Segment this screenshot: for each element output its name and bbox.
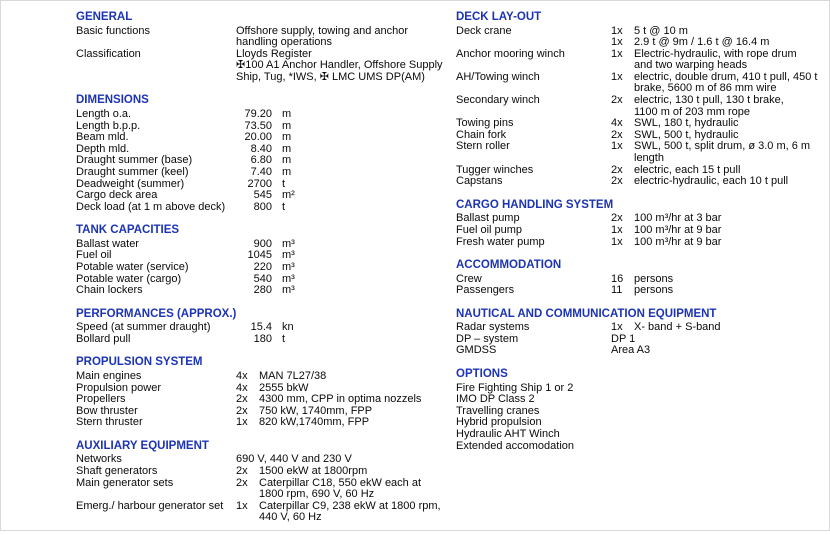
spec-quantity: 2x — [236, 476, 248, 489]
section-title: NAUTICAL AND COMMUNICATION EQUIPMENT — [456, 307, 717, 320]
spec-value-line: and two warping heads — [634, 59, 748, 72]
spec-value-line: electric, double drum, 410 t pull, 450 t — [634, 70, 818, 83]
spec-unit: m — [282, 107, 292, 120]
spec-value-line: Electric-hydraulic, with rope drum — [634, 47, 797, 60]
spec-row — [76, 26, 448, 49]
spec-quantity: 1x — [611, 70, 623, 83]
spec-value: 280 — [253, 284, 272, 297]
spec-label: Deck load (at 1 m above deck) — [76, 200, 226, 213]
spec-label: Draught summer (base) — [76, 154, 193, 167]
section-auxiliary — [76, 440, 448, 524]
spec-value: 800 — [253, 200, 272, 213]
spec-label: Fuel oil pump — [456, 223, 523, 236]
spec-row — [456, 285, 828, 297]
spec-value — [236, 49, 448, 84]
spec-value-line: 100 m³/hr at 9 bar — [634, 223, 722, 236]
option-item: Extended accomodation — [456, 439, 575, 452]
spec-value-line: electric, 130 t pull, 130 t brake, — [634, 94, 784, 107]
section-title: TANK CAPACITIES — [76, 224, 180, 237]
section-general — [76, 11, 448, 83]
spec-label: Fuel oil — [76, 249, 112, 262]
section-deck-layout — [456, 11, 828, 188]
option-item: Hydraulic AHT Winch — [456, 427, 560, 440]
spec-value-line: length — [634, 152, 664, 165]
spec-value-line: electric-hydraulic, each 10 t pull — [634, 175, 789, 188]
spec-value-line: SWL, 180 t, hydraulic — [634, 117, 739, 130]
spec-value — [634, 237, 828, 249]
spec-value — [259, 478, 448, 501]
spec-value-line: handling operations — [236, 36, 333, 49]
spec-value — [634, 141, 828, 164]
spec-unit: m — [282, 131, 292, 144]
spec-row — [76, 394, 448, 406]
spec-value-line: X- band + S-band — [634, 321, 721, 334]
spec-label: Capstans — [456, 175, 503, 188]
spec-row — [76, 262, 448, 274]
spec-value — [634, 95, 828, 118]
spec-value — [634, 37, 828, 49]
spec-label: Deck crane — [456, 24, 512, 37]
spec-value: 15.4 — [250, 321, 272, 334]
spec-label: GMDSS — [456, 344, 497, 357]
section-cargo-handling — [456, 199, 828, 248]
section-performances — [76, 308, 448, 346]
spec-label: DP – system — [456, 332, 519, 345]
spec-row — [76, 466, 448, 478]
spec-row — [76, 167, 448, 179]
spec-value-line: 440 V, 60 Hz — [259, 511, 322, 524]
spec-quantity: 2x — [611, 128, 623, 141]
spec-value-line: persons — [634, 272, 674, 285]
spec-value-line: Lloyds Register — [236, 47, 312, 60]
spec-row — [76, 109, 448, 121]
spec-row — [76, 334, 448, 346]
spec-quantity: 1x — [611, 235, 623, 248]
spec-row — [76, 190, 448, 202]
section-accommodation — [456, 259, 828, 297]
spec-row — [456, 141, 828, 164]
spec-quantity: 4x — [611, 117, 623, 130]
section-dimensions — [76, 94, 448, 213]
spec-quantity: 2x — [611, 212, 623, 225]
section-title: PROPULSION SYSTEM — [76, 356, 203, 369]
spec-unit: m³ — [282, 272, 295, 285]
spec-label: Anchor mooring winch — [456, 47, 565, 60]
spec-row — [456, 345, 828, 357]
spec-label: Fresh water pump — [456, 235, 545, 248]
spec-value-line: brake, 5600 m of 86 mm wire — [634, 82, 777, 95]
spec-quantity: 1x — [611, 36, 623, 49]
section-title: DECK LAY-OUT — [456, 11, 542, 23]
spec-quantity: 4x — [236, 369, 248, 382]
spec-value-line: 2.9 t @ 9m / 1.6 t @ 16.4 m — [634, 36, 770, 49]
spec-value-line: 100 m³/hr at 9 bar — [634, 235, 722, 248]
spec-value — [634, 322, 828, 334]
spec-value — [634, 285, 828, 297]
spec-label: Chain fork — [456, 128, 507, 141]
spec-row — [76, 417, 448, 429]
section-tank-capacities — [76, 224, 448, 296]
spec-value: 820 kW,1740mm, FPP — [259, 416, 370, 429]
spec-label: Shaft generators — [76, 465, 158, 478]
option-item: Travelling cranes — [456, 404, 540, 417]
spec-label: Networks — [76, 453, 122, 466]
spec-label: Main generator sets — [76, 476, 174, 489]
spec-quantity: 2x — [236, 465, 248, 478]
spec-row — [76, 285, 448, 297]
section-nautical — [456, 308, 828, 357]
spec-value-line: SWL, 500 t, hydraulic — [634, 128, 739, 141]
spec-value — [236, 26, 448, 49]
spec-quantity: 1x — [236, 416, 248, 429]
spec-value: 540 — [253, 272, 272, 285]
spec-unit: t — [282, 200, 286, 213]
spec-value — [259, 501, 448, 524]
right-column — [456, 11, 828, 463]
spec-label: Radar systems — [456, 321, 530, 334]
spec-row — [456, 237, 828, 249]
spec-value-line: 1500 ekW at 1800rpm — [259, 465, 368, 478]
spec-label: Propellers — [76, 393, 126, 406]
option-item: IMO DP Class 2 — [456, 393, 535, 406]
spec-row — [76, 132, 448, 144]
spec-value: 2555 bkW — [259, 381, 309, 394]
spec-value-line: 5 t @ 10 m — [634, 24, 688, 37]
spec-unit: m — [282, 119, 292, 132]
spec-row — [456, 49, 828, 72]
spec-label: Bollard pull — [76, 332, 131, 345]
spec-value: 7.40 — [250, 165, 272, 178]
spec-value: 900 — [253, 237, 272, 250]
section-title: CARGO HANDLING SYSTEM — [456, 198, 614, 211]
section-title: OPTIONS — [456, 368, 508, 381]
spec-unit: m — [282, 154, 292, 167]
spec-value: 20.00 — [244, 131, 272, 144]
spec-row — [456, 72, 828, 95]
spec-label: Crew — [456, 272, 482, 285]
spec-label: Bow thruster — [76, 404, 138, 417]
spec-label: Speed (at summer draught) — [76, 321, 211, 334]
section-title: PERFORMANCES (APPROX.) — [76, 307, 237, 320]
spec-label: Potable water (cargo) — [76, 272, 182, 285]
spec-quantity: 2x — [236, 393, 248, 406]
spec-unit: m³ — [282, 261, 295, 273]
spec-value: 750 kW, 1740mm, FPP — [259, 404, 373, 417]
spec-label: Cargo deck area — [76, 189, 158, 202]
spec-value — [634, 72, 828, 95]
spec-quantity: 2x — [611, 175, 623, 188]
spec-value: 180 — [253, 332, 272, 345]
spec-row — [76, 501, 448, 524]
spec-label: Secondary winch — [456, 94, 540, 107]
spec-quantity: 1x — [611, 223, 623, 236]
spec-value: MAN 7L27/38 — [259, 369, 327, 382]
spec-value: 79.20 — [244, 107, 272, 120]
section-title: ACCOMMODATION — [456, 259, 562, 272]
spec-row — [76, 371, 448, 383]
spec-row — [456, 176, 828, 188]
spec-row — [76, 49, 448, 84]
spec-value: 8.40 — [250, 142, 272, 155]
spec-value: 545 — [253, 189, 272, 202]
spec-value: 1045 — [247, 249, 272, 262]
spec-quantity: 2x — [236, 404, 248, 417]
spec-quantity: 1x — [236, 499, 248, 512]
spec-value-line: 1100 m of 203 mm rope — [634, 105, 750, 118]
spec-quantity: 1x — [611, 24, 623, 37]
spec-value: 220 — [253, 261, 272, 273]
spec-label: Beam mld. — [76, 131, 129, 144]
spec-quantity: 11 — [611, 284, 623, 297]
spec-row — [456, 225, 828, 237]
spec-label: Towing pins — [456, 117, 514, 130]
spec-label: Draught summer (keel) — [76, 165, 189, 178]
section-propulsion — [76, 356, 448, 428]
spec-quantity: 1x — [611, 321, 623, 334]
spec-label: Ballast pump — [456, 212, 520, 225]
spec-unit: t — [282, 177, 286, 190]
spec-label: Basic functions — [76, 24, 150, 37]
spec-value: Area A3 — [611, 344, 651, 357]
spec-value-line: 100 m³/hr at 3 bar — [634, 212, 722, 225]
spec-value-line: SWL, 500 t, split drum, ø 3.0 m, 6 m — [634, 140, 811, 153]
spec-label: Chain lockers — [76, 284, 143, 297]
spec-label: Deadweight (summer) — [76, 177, 185, 190]
spec-row — [76, 202, 448, 214]
spec-label: Potable water (service) — [76, 261, 189, 273]
spec-quantity: 1x — [611, 47, 623, 60]
spec-label: Stern thruster — [76, 416, 143, 429]
spec-value-line: Caterpillar C9, 238 ekW at 1800 rpm, — [259, 499, 441, 512]
spec-value-line: 690 V, 440 V and 230 V — [236, 453, 352, 466]
spec-row — [456, 37, 828, 49]
spec-label: Ballast water — [76, 237, 139, 250]
option-item: Hybrid propulsion — [456, 416, 542, 429]
spec-unit: t — [282, 332, 286, 345]
spec-value — [634, 176, 828, 188]
spec-value: 6.80 — [250, 154, 272, 167]
section-title: GENERAL — [76, 11, 133, 23]
spec-label: Main engines — [76, 369, 142, 382]
spec-unit: m³ — [282, 249, 295, 262]
spec-label: Emerg./ harbour generator set — [76, 499, 224, 512]
spec-unit: kn — [282, 321, 294, 334]
left-column — [76, 11, 448, 535]
section-options — [456, 368, 828, 452]
spec-value-line: Caterpillar C18, 550 ekW each at — [259, 476, 422, 489]
spec-quantity: 16 — [611, 272, 624, 285]
spec-quantity: 4x — [236, 381, 248, 394]
spec-label: Depth mld. — [76, 142, 130, 155]
spec-label: Propulsion power — [76, 381, 161, 394]
spec-label: Length b.p.p. — [76, 119, 141, 132]
spec-value-line: electric, each 15 t pull — [634, 163, 741, 176]
spec-unit: m³ — [282, 284, 295, 297]
spec-value-line: Offshore supply, towing and anchor — [236, 24, 409, 37]
spec-label: Length o.a. — [76, 107, 132, 120]
spec-unit: m — [282, 142, 292, 155]
option-item: Fire Fighting Ship 1 or 2 — [456, 381, 574, 394]
spec-value — [634, 225, 828, 237]
spec-row — [456, 95, 828, 118]
spec-value — [634, 49, 828, 72]
spec-value: 4300 mm, CPP in optima nozzels — [259, 393, 422, 406]
spec-value: DP 1 — [611, 332, 636, 345]
spec-quantity: 2x — [611, 94, 623, 107]
spec-label: Classification — [76, 47, 141, 60]
spec-quantity: 2x — [611, 163, 623, 176]
section-title: AUXILIARY EQUIPMENT — [76, 439, 209, 452]
spec-unit: m² — [282, 189, 295, 202]
spec-label: Tugger winches — [456, 163, 534, 176]
spec-label: Passengers — [456, 284, 515, 297]
spec-value-line: ✠100 A1 Anchor Handler, Offshore Supply — [236, 59, 443, 72]
spec-value-line: 1800 rpm, 690 V, 60 Hz — [259, 488, 375, 501]
spec-row — [76, 478, 448, 501]
spec-value: 2700 — [247, 177, 272, 190]
spec-quantity: 1x — [611, 140, 623, 153]
spec-unit: m³ — [282, 237, 295, 250]
spec-value — [259, 466, 448, 478]
spec-value-line: persons — [634, 284, 674, 297]
spec-label: Stern roller — [456, 140, 510, 153]
spec-label: AH/Towing winch — [456, 70, 540, 83]
spec-value-line: Ship, Tug, *IWS, ✠ LMC UMS DP(AM) — [236, 70, 425, 83]
section-title: DIMENSIONS — [76, 94, 149, 107]
spec-value: 73.50 — [244, 119, 272, 132]
spec-unit: m — [282, 165, 292, 178]
